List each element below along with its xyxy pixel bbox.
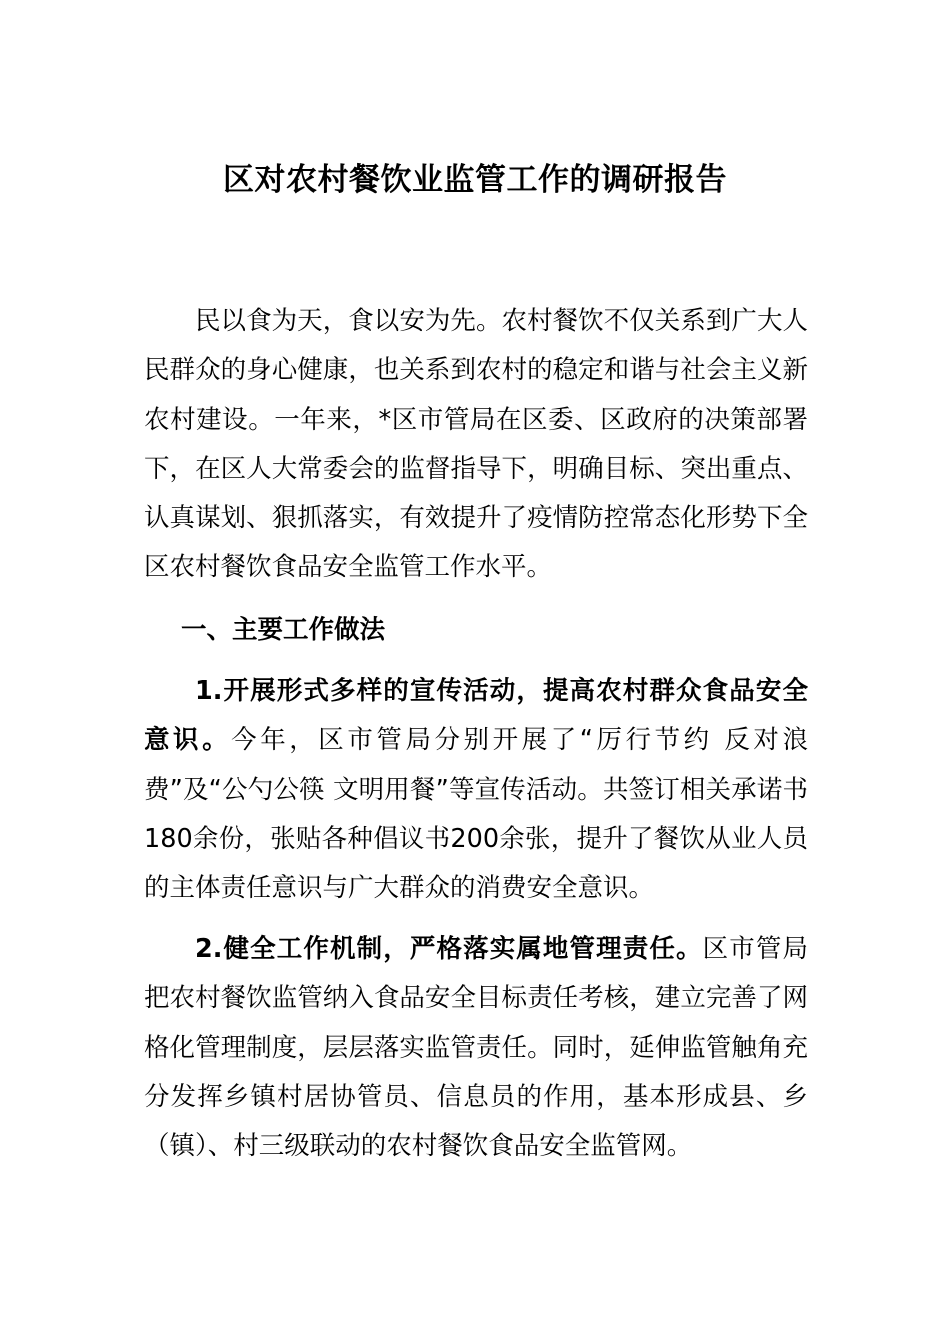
item-2-body: 区市管局把农村餐饮监管纳入食品安全目标责任考核，建立完善了网格化管理制度，层层落实监管责任。同时，延伸监管触角充分发挥乡镇村居协管员、信息员的作用，基本形成县、乡（镇）、村三级联动的农村餐饮食品安全监管网。 bbox=[144, 934, 808, 1162]
item-1-body: 今年，区市管局分别开展了“厉行节约 反对浪费”及“公勺公筷 文明用餐”等宣传活动。共签订相关承诺书180余份，张贴各种倡议书200余张，提升了餐饮从业人员的主体责任意识与广大群众的消费安全意识。 bbox=[144, 725, 808, 904]
item-2-paragraph bbox=[144, 925, 808, 1171]
item-1-lead: 1.开展形式多样的宣传活动，提高农村群众食品安全意识。 bbox=[144, 676, 808, 756]
section-heading-block bbox=[144, 606, 808, 655]
item-2-lead: 2.健全工作机制，严格落实属地管理责任。 bbox=[195, 934, 703, 964]
section-heading: 一、主要工作做法 bbox=[180, 615, 385, 645]
item-1-block bbox=[144, 667, 808, 913]
intro-paragraph: 民以食为天，食以安为先。农村餐饮不仅关系到广大人民群众的身心健康，也关系到农村的稳定和谐与社会主义新农村建设。一年来，*区市管局在区委、区政府的决策部署下，在区人大常委会的监督指导下，明确目标、突出重点、认真谋划、狠抓落实，有效提升了疫情防控常态化形势下全区农村餐饮食品安全监管工作水平。 bbox=[144, 306, 808, 583]
item-1-paragraph bbox=[144, 667, 808, 913]
item-2-block bbox=[144, 925, 808, 1171]
document-title: 区对农村餐饮业监管工作的调研报告 bbox=[223, 162, 727, 198]
intro-paragraph-block bbox=[144, 297, 808, 593]
